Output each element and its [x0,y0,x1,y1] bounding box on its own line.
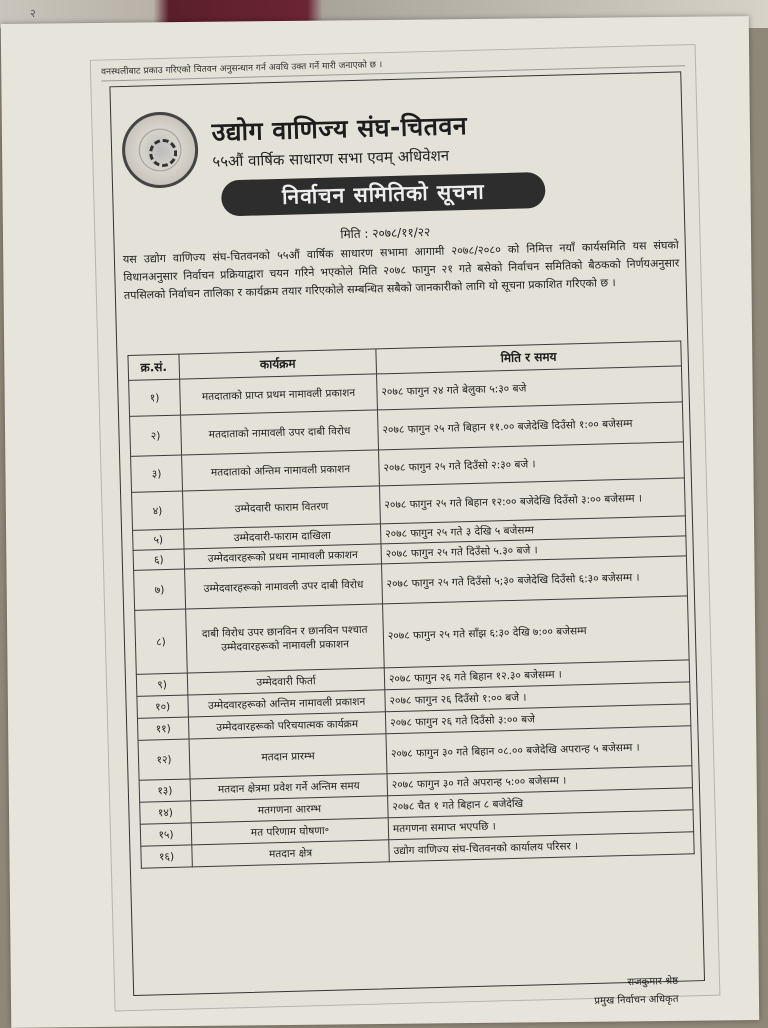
row-datetime: २०७८ फागुन २५ गते दिउँसो २:३० बजे । [379,442,685,486]
signature-block [594,973,679,1011]
row-datetime: २०७८ फागुन २५ गते बिहान ११.०० बजेदेखि दिउँसो १:०० बजेसम्म [377,402,683,450]
row-sn: ११) [137,717,189,740]
signatory-role: प्रमुख निर्वाचन अधिकृत [594,993,679,1007]
intro-paragraph: यस उद्योग वाणिज्य संघ-चितवनको ५५औं वार्षिक साधारण सभामा आगामी २०७८/२०८० को निमित्त नयाँ कार्यसमिति यस संघको विधानअनुसार निर्वाचन प्रक्रियाद्वारा चयन गरिने भएकोले मिति २०७८ फागुन २१ गते बसेको निर्वाचन समितिको बैठकको निर्णयअनुसार तपसिलको निर्वाचन तालिका र कार्यक्रम तयार गरिएकोले सम्बन्धित सबैको जानकारीको लागि यो सूचना प्रकाशित गरिएको छ । [122,238,680,303]
row-program: मतदान प्रारम्भ [189,734,387,779]
row-sn: १६) [141,845,193,868]
row-sn: १५) [140,823,192,846]
org-logo-icon [121,111,199,189]
row-sn: २) [130,415,182,456]
row-sn: ६) [133,549,185,570]
row-program: मतदान क्षेत्र [192,840,390,867]
row-sn: १) [129,379,181,416]
org-subtitle: ५५औं वार्षिक साधारण सभा एवम् अधिवेशन [212,146,450,171]
row-datetime: २०७८ फागुन २५ गते दिउँसो ५.३० बजे । [381,536,686,564]
row-program: मतदान क्षेत्रमा प्रवेश गर्ने अन्तिम समय [190,774,388,801]
row-sn: ९) [136,673,188,696]
row-program: मतगणना आरम्भ [191,796,389,823]
row-sn: ३) [131,455,183,492]
gear-icon [149,139,178,168]
row-datetime: २०७८ फागुन २५ गते बिहान १२:०० बजेदेखि दिउँसो ३:०० बजेसम्म । [379,478,685,524]
row-program: उम्मेदवारी-फाराम दाखिला [184,524,381,549]
row-datetime: उद्योग वाणिज्य संघ-चितवनको कार्यालय परिसर । [389,832,694,862]
clipping-masthead: वनस्थलीबाट प्रकाउ गरिएको चितवन अनुसन्धान गर्न अवधि उक्त गर्ने मारी जनाएको छ । [101,49,685,81]
scrap-text: २ [30,7,36,20]
row-datetime: २०७८ फागुन २५ गते दिउँसो ५;३० बजेदेखि दिउँसो ६:३० बजेसम्म । [381,556,687,604]
row-program: उम्मेदवारहरूको अन्तिम नामावली प्रकाशन [188,690,386,717]
table-body [129,366,695,868]
row-sn: ७) [134,569,186,610]
row-program: उम्मेदवारहरूको नामावली उपर दाबी विरोध [185,564,383,609]
row-datetime: २०७८ फागुन ३० गते अपरान्ह ५:०० बजेसम्म । [387,766,692,796]
header-datetime: मिति र समय [376,341,682,374]
notice-banner-text: निर्वाचन समितिको सूचना [281,179,485,209]
row-program: दाबी विरोध उपर छानविन र छानविन पश्चात उम्मेदवारहरूको नामावली प्रकाशन [186,604,385,673]
newspaper-clipping [90,44,721,1012]
row-program: मतदाताको नामावली उपर दाबी विरोध [181,410,379,455]
notice-date: मिति : २०७८/११/२२ [340,224,431,242]
row-sn: १४) [140,801,192,824]
header-sn: क्र.सं. [128,354,180,380]
row-sn: ४) [132,491,184,530]
row-datetime: २०७८ फागुन २५ गते ३ देखि ५ बजेसम्म [380,516,685,544]
notice-banner [221,172,546,216]
election-schedule-table [127,340,694,868]
paper-sheet [1,16,759,1028]
row-sn: १२) [138,739,190,780]
row-datetime: २०७८ फागुन २६ गते बिहान १२.३० बजेसम्म । [384,660,689,690]
org-title: उद्योग वाणिज्य संघ-चितवन [211,110,468,147]
row-sn: ८) [135,609,188,674]
row-datetime: मतगणना समाप्त भएपछि । [388,810,693,840]
row-datetime: २०७८ फागुन २६ दिउँसो १:०० बजे । [385,682,690,712]
signatory-name: राजकुमार श्रेष्ठ [627,975,679,989]
row-sn: ५) [133,529,185,550]
row-program: मतदाताको प्राप्त प्रथम नामावली प्रकाशन [180,374,378,415]
row-program: उम्मेदवारहरूको परिचयात्मक कार्यक्रम [188,712,386,739]
row-sn: १३) [139,779,191,802]
row-datetime: २०७८ फागुन २५ गते साँझ ६:३० देखि ७:०० बजेसम्म [383,596,690,668]
row-program: उम्मेदवारी फाराम वितरण [183,486,381,529]
row-datetime: २०७८ फागुन ३० गते बिहान ०८.०० बजेदेखि अपरान्ह ५ बजेसम्म । [386,726,692,774]
row-program: मत परिणाम घोषणा॰ [191,818,389,845]
row-sn: १०) [137,695,189,718]
row-program: मतदाताको अन्तिम नामावली प्रकाशन [182,450,380,491]
row-program: उम्मेदवारी फिर्ता [187,668,385,695]
header-program: कार्यक्रम [179,349,377,379]
row-datetime: २०७८ फागुन २४ गते बेलुका ५:३० बजे [377,366,683,410]
row-program: उम्मेदवारहरूको प्रथम नामावली प्रकाशन [184,544,381,569]
notice-frame [109,71,705,1007]
row-datetime: २०७८ फागुन २६ गते दिउँसो ३:०० बजे [385,704,690,734]
row-datetime: २०७८ चैत १ गते बिहान ८ बजेदेखि [388,788,693,818]
